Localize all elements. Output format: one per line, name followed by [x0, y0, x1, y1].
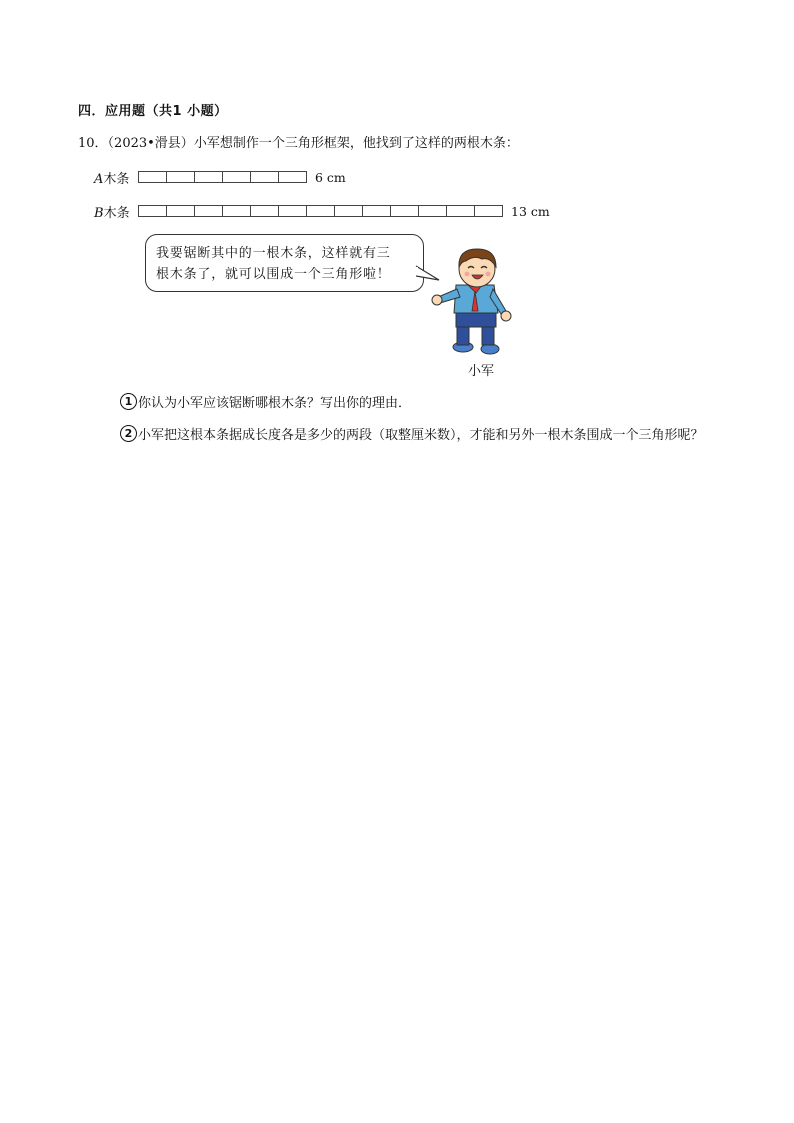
- bar-segment: [418, 205, 447, 217]
- bar-segment: [334, 205, 363, 217]
- bar-b: [138, 205, 503, 218]
- sub-question-1-text: 你认为小军应该锯断哪根木条？写出你的理由．: [138, 396, 412, 411]
- bar-b-length: 13 cm: [511, 203, 550, 219]
- bar-segment: [250, 171, 279, 183]
- bar-segment: [390, 205, 419, 217]
- bar-segment: [278, 171, 307, 183]
- question-source: （2023•滑县）: [107, 136, 194, 151]
- bar-segment: [194, 205, 223, 217]
- circle-number-1: 1: [120, 393, 137, 410]
- bar-a-length: 6 cm: [315, 169, 346, 185]
- bar-b-label: B木条: [94, 205, 130, 221]
- bar-segment: [362, 205, 391, 217]
- bar-segment: [166, 171, 195, 183]
- bar-segment: [446, 205, 475, 217]
- bar-segment: [474, 205, 503, 217]
- bar-row-a: [94, 168, 346, 186]
- bar-a: [138, 171, 307, 184]
- speech-line-1: 我要锯断其中的一根木条，这样就有三: [156, 246, 391, 261]
- bar-segment: [306, 205, 335, 217]
- section-title: 四．应用题（共1 小题）: [78, 104, 228, 119]
- bar-segment: [222, 171, 251, 183]
- bar-segment: [222, 205, 251, 217]
- sub-question-2: [120, 424, 704, 443]
- speech-line-2: 根木条了，就可以围成一个三角形啦！: [156, 267, 391, 282]
- bar-segment: [138, 171, 167, 183]
- bar-row-b: [94, 202, 550, 220]
- bar-segment: [166, 205, 195, 217]
- bar-segment: [194, 171, 223, 183]
- bar-segment: [138, 205, 167, 217]
- bar-segment: [250, 205, 279, 217]
- bar-segment: [278, 205, 307, 217]
- question-number: 10．: [78, 136, 108, 151]
- character-name: 小军: [468, 364, 495, 379]
- question-text: 小军想制作一个三角形框架，他找到了这样的两根木条：: [193, 136, 519, 151]
- sub-question-2-text: 小军把这根本条据成长度各是多少的两段（取整厘米数），才能和另外一根木条围成一个三角形呢？: [138, 428, 704, 443]
- circle-number-2: 2: [120, 425, 137, 442]
- sub-question-1: [120, 392, 411, 411]
- boy-illustration: [430, 245, 520, 360]
- question-stem: [78, 132, 519, 151]
- bar-a-label: A木条: [94, 171, 130, 187]
